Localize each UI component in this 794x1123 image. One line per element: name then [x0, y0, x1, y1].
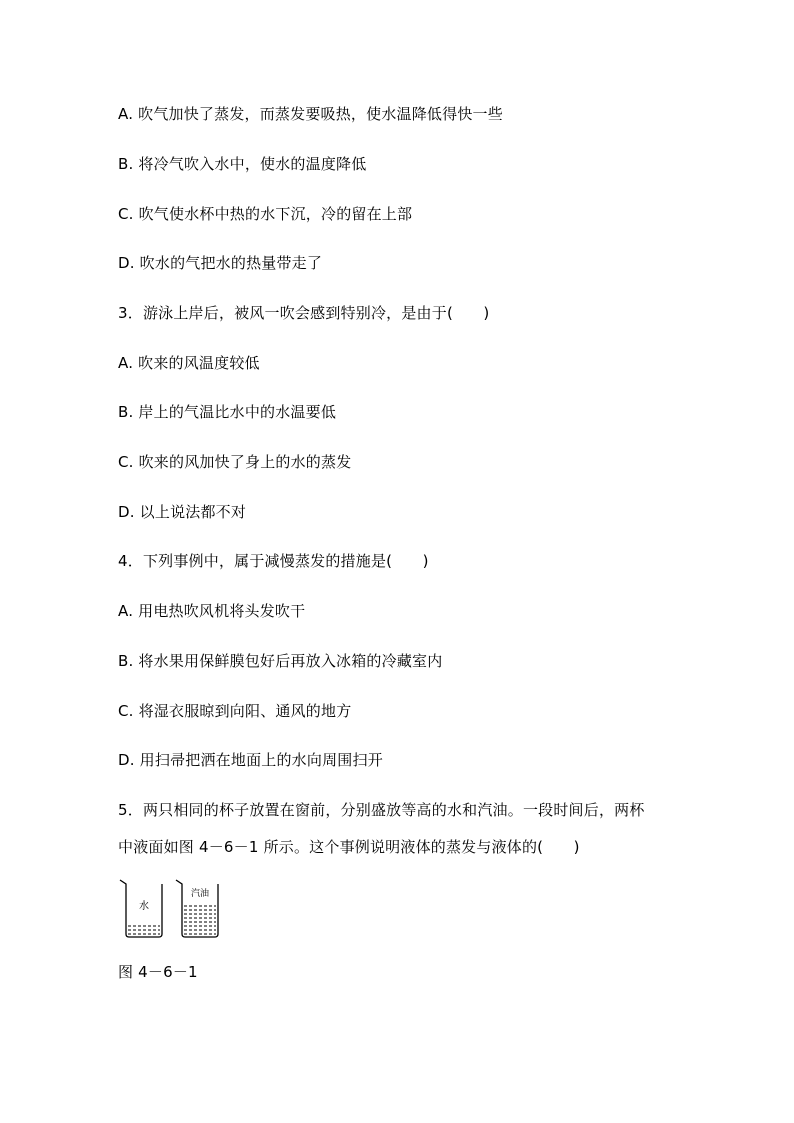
figure-caption: 图 4－6－1 — [118, 963, 198, 981]
beaker-figure — [118, 878, 228, 940]
q3-stem: 3．游泳上岸后，被风一吹会感到特别冷，是由于( ) — [118, 304, 490, 322]
q2-option-b: B. 将冷气吹入水中，使水的温度降低 — [118, 155, 367, 173]
q3-option-a: A. 吹来的风温度较低 — [118, 354, 260, 372]
q4-option-c: C. 将湿衣服晾到向阳、通风的地方 — [118, 702, 352, 720]
q4-stem: 4．下列事例中，属于减慢蒸发的措施是( ) — [118, 552, 429, 570]
q4-option-d: D. 用扫帚把洒在地面上的水向周围扫开 — [118, 751, 383, 769]
water-beaker-label: 水 — [139, 901, 149, 912]
gasoline-beaker — [176, 880, 218, 937]
q2-option-a: A. 吹气加快了蒸发，而蒸发要吸热，使水温降低得快一些 — [118, 105, 503, 123]
q3-option-b: B. 岸上的气温比水中的水温要低 — [118, 403, 337, 421]
q2-option-c: C. 吹气使水杯中热的水下沉，冷的留在上部 — [118, 205, 413, 223]
q4-option-a: A. 用电热吹风机将头发吹干 — [118, 602, 306, 620]
q2-option-d: D. 吹水的气把水的热量带走了 — [118, 254, 323, 272]
q3-option-d: D. 以上说法都不对 — [118, 503, 247, 521]
q5-stem-line1: 5．两只相同的杯子放置在窗前，分别盛放等高的水和汽油。一段时间后，两杯 — [118, 801, 645, 819]
q3-option-c: C. 吹来的风加快了身上的水的蒸发 — [118, 453, 352, 471]
q5-stem-line2: 中液面如图 4－6－1 所示。这个事例说明液体的蒸发与液体的( ) — [118, 838, 580, 856]
q4-option-b: B. 将水果用保鲜膜包好后再放入冰箱的冷藏室内 — [118, 652, 443, 670]
gasoline-beaker-label: 汽油 — [190, 889, 210, 899]
water-beaker — [120, 880, 162, 937]
